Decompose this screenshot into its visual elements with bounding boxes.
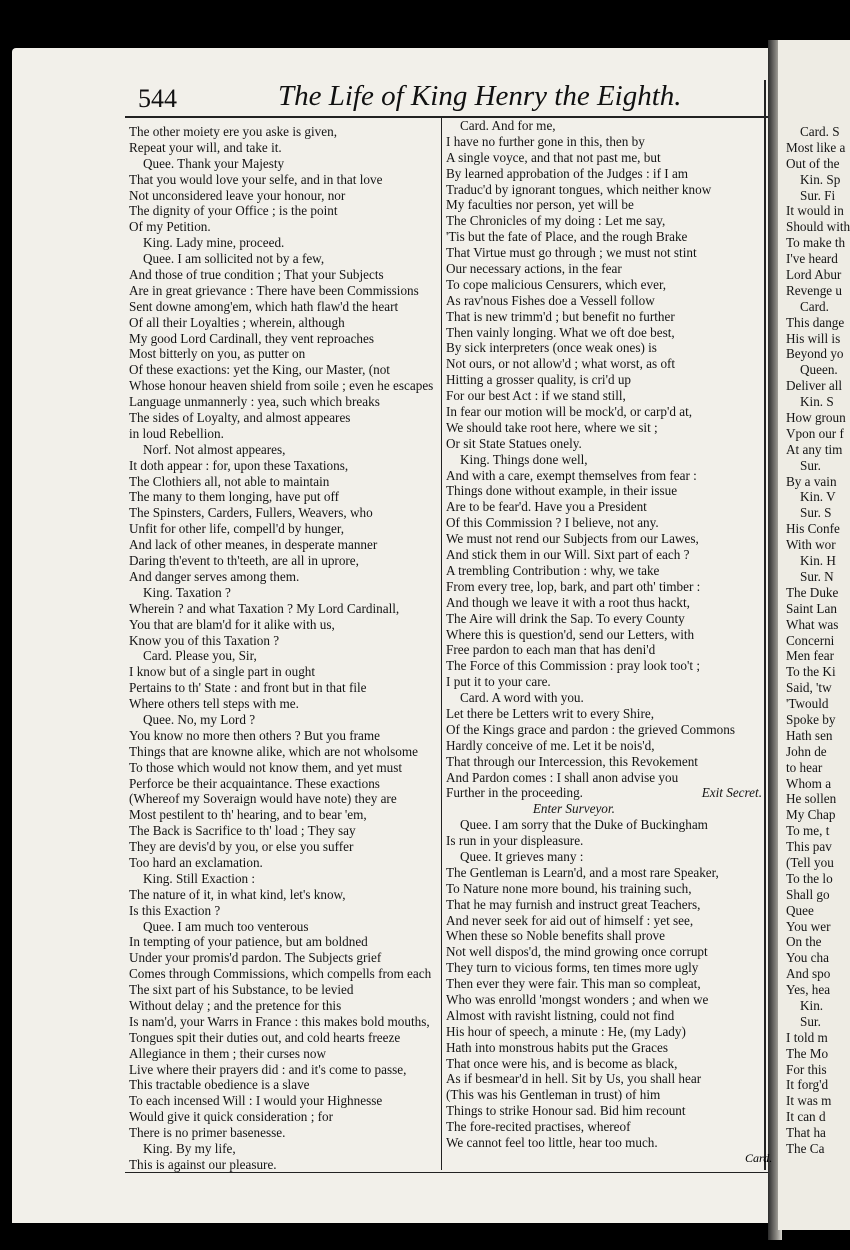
adjacent-text-line: Beyond yo [786,346,844,362]
catchword: Card. [745,1151,773,1165]
text-line: Quee. Thank your Majesty [143,155,285,171]
text-line: By sick interpreters (once weak ones) is [446,340,657,356]
text-line: Of this Commission ? I believe, not any. [446,515,659,531]
adjacent-text-line: Sur. S [800,505,832,521]
adjacent-text-line: He sollen [786,791,837,807]
text-line: My faculties nor person, yet will be [446,197,634,213]
text-line: A trembling Contribution : why, we take [446,562,660,578]
text-line: That Virtue must go through ; we must not stint [446,245,697,261]
text-line: Card. A word with you. [460,690,584,706]
adjacent-text-line: It would in [786,203,844,219]
text-line: Then ever they were fair. This man so compleat, [446,976,701,992]
adjacent-text-line: (Tell you [786,854,834,870]
right-text-column [446,118,764,1151]
adjacent-text-line: To me, t [786,823,830,839]
text-line: From every tree, lop, bark, and part oth' timber : [446,578,701,594]
adjacent-text-line: Lord Abur [786,267,842,283]
adjacent-text-line: His Confe [786,521,840,537]
text-line: King. By my life, [143,1141,236,1156]
text-line: Quee. I am sorry that the Duke of Buckingham [460,817,708,833]
text-line: The dignity of your Office ; is the point [129,203,338,219]
adjacent-text-line: Yes, hea [786,982,831,998]
text-line: Live where their prayers did : and it's come to passe, [129,1061,407,1077]
text-line: King. Still Exaction : [143,870,256,886]
text-line: To Nature none more bound, his training such, [446,880,692,896]
text-line: We cannot feel too little, hear too much. [446,1135,658,1150]
adjacent-text-line: This dange [786,314,845,330]
adjacent-text-line: Kin. [800,997,824,1013]
text-line: Where others tell steps with me. [129,696,299,712]
text-line: My good Lord Cardinall, they vent reproaches [129,330,374,346]
running-title: The Life of King Henry the Eighth. [278,80,682,112]
text-line: Of the Kings grace and pardon : the grieved Commons [446,721,735,737]
text-line: The sides of Loyalty, and almost appeares [129,410,351,426]
text-line: Are in great grievance : There have been Commissions [129,282,419,298]
adjacent-text-line: The Duke [786,584,839,600]
text-line: Not ours, or not allow'd ; what worst, as oft [446,356,676,372]
text-line: And stick them in our Will. Sixt part of each ? [446,547,690,563]
text-line: Perforce be their acquaintance. These exactions [129,775,380,791]
text-line: Wherein ? and what Taxation ? My Lord Cardinall, [129,600,400,616]
text-line: The Spinsters, Carders, Fullers, Weavers, who [129,505,373,521]
text-line: King. Taxation ? [143,584,231,600]
text-line: You that are blam'd for it alike with us, [129,616,335,632]
text-line: Most bitterly on you, as putter on [129,346,306,362]
adjacent-text-line: Said, 'tw [786,680,832,696]
adjacent-text-line: The Mo [786,1045,829,1061]
text-line: And Pardon comes : I shall anon advise you [446,769,679,785]
text-line: Whose honour heaven shield from soile ; even he escapes [129,378,434,394]
adjacent-text-line: Kin. Sp [800,171,841,187]
text-line: In fear our motion will be mock'd, or carp'd at, [446,404,693,420]
text-line: Repeat your will, and take it. [129,139,282,155]
adjacent-text-line: Sur. Fi [800,187,836,203]
text-line: We must not rend our Subjects from our Lawes, [446,531,699,547]
adjacent-text-line: My Chap [786,807,836,823]
text-line: To those which would not know them, and yet must [129,759,403,775]
adjacent-text-line: How groun [786,410,846,426]
text-line: I put it to your care. [446,674,551,690]
text-line: Of all their Loyalties ; wherein, although [129,314,345,330]
text-line: Traduc'd by ignorant tongues, which neither know [446,181,712,197]
adjacent-text-line: Sur. [800,1013,821,1029]
adjacent-text-line: Hath sen [786,727,833,743]
text-line: Unfit for other life, compell'd by hunger, [129,521,344,537]
adjacent-text-line: Spoke by [786,711,836,727]
text-line: (This was his Gentleman in trust) of him [446,1087,661,1103]
text-line: Of these exactions: yet the King, our Master, (not [129,362,390,378]
text-line: To each incensed Will : I would your Highnesse [129,1093,383,1109]
text-line: Not unconsidered leave your honour, nor [129,187,346,203]
adjacent-text-line: To the Ki [786,664,836,680]
adjacent-text-line: It forg'd [786,1077,829,1093]
text-line: Is run in your displeasure. [446,833,584,849]
text-line: Things to strike Honour sad. Bid him recount [446,1103,686,1119]
text-line: Allegiance in them ; their curses now [129,1045,327,1061]
text-line: By learned approbation of the Judges : if I am [446,165,689,181]
text-line: Hath into monstrous habits put the Graces [446,1039,668,1055]
adjacent-text-line: Vpon our f [786,425,844,441]
text-line: The fore-recited practises, whereof [446,1119,631,1135]
adjacent-text-line: It can d [786,1109,826,1125]
adjacent-text-line: This pav [786,839,832,855]
adjacent-text-line: It was m [786,1093,832,1109]
text-line: Without delay ; and the pretence for this [129,997,342,1013]
text-line: Under your promis'd pardon. The Subjects grief [129,950,382,966]
text-line: It doth appear : for, upon these Taxations, [129,457,349,473]
adjacent-text-line: And spo [786,966,831,982]
adjacent-text-line: The Ca [786,1141,825,1156]
text-line: To cope malicious Censurers, which ever, [446,276,667,292]
left-text-column [129,124,439,1173]
adjacent-text-line: I told m [786,1029,828,1045]
adjacent-text-line: Card. S [800,124,840,139]
text-line: Quee. It grieves many : [460,848,584,864]
text-line: The other moiety ere you aske is given, [129,124,338,139]
adjacent-text-line: That ha [786,1125,826,1141]
adjacent-text-line: You wer [786,918,831,934]
adjacent-text-line: Shall go [786,886,830,902]
text-line: Let there be Letters writ to every Shire, [446,705,654,721]
text-line: The Back is Sacrifice to th' load ; They say [129,823,356,839]
text-line: Most pestilent to th' hearing, and to bear 'em, [129,807,367,823]
text-line: His hour of speech, a minute : He, (my Lady) [446,1023,686,1039]
text-line: And with a care, exempt themselves from fear : [446,467,697,483]
text-line: Would give it quick consideration ; for [129,1109,334,1125]
text-line: Then vainly longing. What we oft doe best, [446,324,675,340]
page-number: 544 [138,84,177,113]
text-line: Further in the proceeding. Exit Secret. [446,785,762,801]
text-line: And lack of other meanes, in desperate manner [129,537,378,553]
text-line: Who was enrolld 'mongst wonders ; and when we [446,991,709,1007]
text-line: The Gentleman is Learn'd, and a most rare Speaker, [446,864,719,880]
adjacent-text-line: Quee [786,902,814,918]
text-line: Quee. No, my Lord ? [143,711,256,727]
text-line: Comes through Commissions, which compells from each [129,966,432,982]
adjacent-text-line: Should with [786,219,850,235]
text-line: As if besmear'd in hell. Sit by Us, you shall hear [446,1071,702,1087]
text-line: And never seek for aid out of himself : yet see, [446,912,694,928]
text-line: The Chronicles of my doing : Let me say, [446,213,666,229]
text-line: Our necessary actions, in the fear [446,261,622,277]
adjacent-text-line: For this [786,1061,827,1077]
text-line: We should take root here, where we sit ; [446,419,658,435]
text-line: There is no primer basenesse. [129,1125,286,1141]
text-line: The nature of it, in what kind, let's know, [129,886,346,902]
adjacent-text-line: Queen. [800,362,838,378]
adjacent-text-line: 'Twould [786,696,829,712]
adjacent-text-line: Saint Lan [786,600,837,616]
text-line: Quee. I am sollicited not by a few, [143,251,325,267]
text-line: The Force of this Commission : pray look too't ; [446,658,701,674]
adjacent-text-line: To make th [786,235,846,251]
adjacent-text-line: Men fear [786,648,834,664]
text-line: Things done without example, in their issue [446,483,678,499]
text-line: For our best Act : if we stand still, [446,388,626,404]
text-line: That you would love your selfe, and in that love [129,171,383,187]
adjacent-text-line: With wor [786,537,836,553]
adjacent-text-line: Card. [800,298,829,314]
text-line: Is this Exaction ? [129,902,221,918]
text-line: I have no further gone in this, then by [446,133,645,149]
text-line: Or sit State Statues onely. [446,435,582,451]
text-line: And danger serves among them. [129,568,300,584]
text-line: King. Lady mine, proceed. [143,235,285,251]
text-line: The many to them longing, have put off [129,489,339,505]
text-line: Almost with ravisht listning, could not find [446,1007,675,1023]
adjacent-text-line: Sur. N [800,568,834,584]
adjacent-text-line: Kin. H [800,553,836,569]
adjacent-text-line: Kin. S [800,394,834,410]
text-line: And though we leave it with a root thus hackt, [446,594,690,610]
text-line: Daring th'event to th'teeth, are all in uprore, [129,553,359,569]
text-line: Of my Petition. [129,219,211,235]
text-line: Enter Surveyor. [532,801,615,817]
column-divider [441,118,442,1170]
adjacent-text-line: Kin. V [800,489,836,505]
text-line: Pertains to th' State : and front but in that file [129,680,367,696]
adjacent-text-line: You cha [786,950,829,966]
adjacent-text-line: I've heard [786,251,838,267]
text-line: Free pardon to each man that has deni'd [446,642,656,658]
text-line: Hitting a grosser quality, is cri'd up [446,372,632,388]
text-line: Sent downe among'em, which hath flaw'd the heart [129,298,399,314]
text-line: (Whereof my Soveraign would have note) they are [129,791,397,807]
text-line: The Aire will drink the Sap. To every County [446,610,685,626]
text-line: Know you of this Taxation ? [129,632,280,648]
text-line: Language unmannerly : yea, such which breaks [129,394,380,410]
text-line: The sixt part of his Substance, to be levied [129,982,354,998]
adjacent-text-line: Concerni [786,632,835,648]
adjacent-text-line: On the [786,934,822,950]
text-line: Card. And for me, [460,118,556,133]
text-line: This is against our pleasure. [129,1156,277,1172]
text-line: Are to be fear'd. Have you a President [446,499,647,515]
text-line: As rav'nous Fishes doe a Vessell follow [446,292,655,308]
text-line: A single voyce, and that not past me, but [446,149,661,165]
text-line: Is nam'd, your Warrs in France : this makes bold mouths, [129,1013,430,1029]
text-line: Things that are knowne alike, which are not wholsome [129,743,418,759]
text-line: in loud Rebellion. [129,425,224,441]
frame-right-rule [764,80,766,1170]
text-line: In tempting of your patience, but am boldned [129,934,368,950]
text-line: Card. Please you, Sir, [143,648,257,664]
adjacent-text-line: Revenge u [786,282,843,298]
adjacent-text-line: Whom a [786,775,832,791]
page-header [128,78,768,114]
text-line: Too hard an exclamation. [129,854,263,870]
text-line: That once were his, and is become as black, [446,1055,678,1071]
text-line: Where this is question'd, send our Letters, with [446,626,695,642]
text-line: And those of true condition ; That your Subjects [129,267,384,283]
adjacent-text-line: Deliver all [786,378,843,394]
text-line: Not well dispos'd, the mind growing once corrupt [446,944,708,960]
adjacent-text-line: What was [786,616,839,632]
adjacent-text-line: John de [786,743,827,759]
adjacent-text-line: At any tim [786,441,843,457]
text-line: King. Things done well, [460,451,588,467]
text-line: They are devis'd by you, or else you suffer [129,839,354,855]
text-line: That he may furnish and instruct great Teachers, [446,896,701,912]
adjacent-text-line: His will is [786,330,841,346]
text-line: The Clothiers all, not able to maintain [129,473,330,489]
adjacent-text-line: Most like a [786,139,846,155]
text-line: Hardly conceive of me. Let it be nois'd, [446,737,655,753]
text-line: You know no more then others ? But you frame [129,727,381,743]
text-line: That is new trimm'd ; but benefit no further [446,308,675,324]
adjacent-text-line: To the lo [786,870,833,886]
stage-direction: Exit Secret. [701,785,762,801]
text-line: Norf. Not almost appeares, [143,441,286,457]
adjacent-page-text [786,124,850,1157]
text-line: They turn to vicious forms, ten times more ugly [446,960,699,976]
text-line: When these so Noble benefits shall prove [446,928,665,944]
text-line: That through our Intercession, this Revokement [446,753,698,769]
text-line: I know but of a single part in ought [129,664,316,680]
adjacent-text-line: Sur. [800,457,821,473]
adjacent-text-line: to hear [786,759,823,775]
adjacent-text-line: Out of the [786,155,840,171]
text-line: Quee. I am much too venterous [143,918,309,934]
text-line: Tongues spit their duties out, and cold hearts freeze [129,1029,401,1045]
text-line: This tractable obedience is a slave [129,1077,310,1093]
adjacent-text-line: By a vain [786,473,837,489]
text-line: 'Tis but the fate of Place, and the rough Brake [446,229,688,245]
